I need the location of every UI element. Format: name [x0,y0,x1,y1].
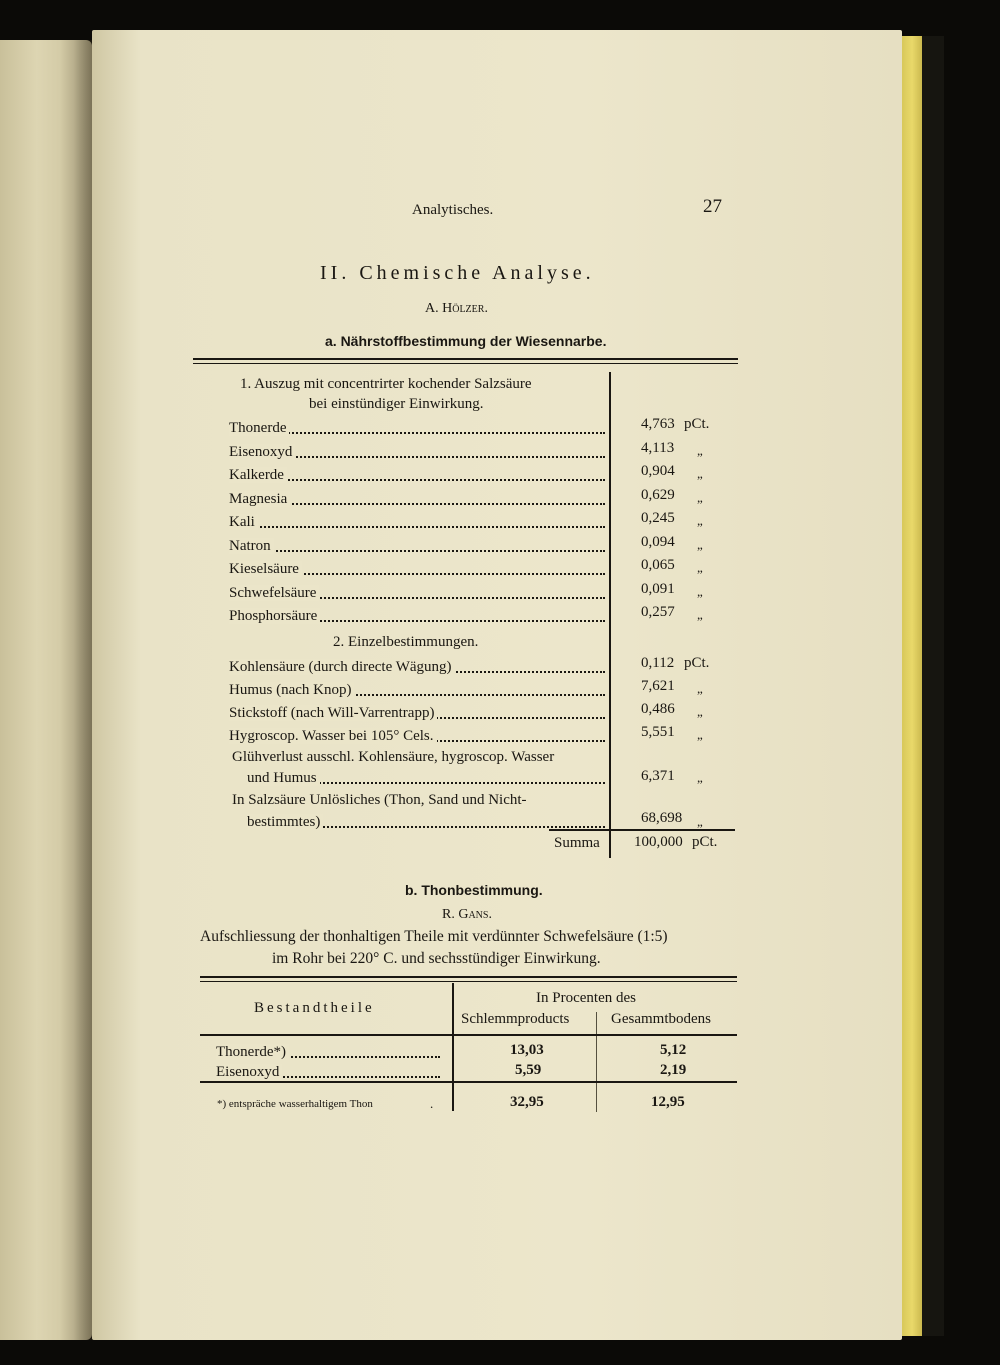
table-row [229,489,609,509]
table-row [229,657,609,677]
table-top-rule-thin [193,363,738,364]
col-bestandtheile: Bestandtheile [254,1000,375,1016]
row-label: Kali [229,514,258,530]
table-row [229,726,609,746]
table-row [229,703,609,723]
row-schlemm-value: 13,03 [510,1042,544,1058]
leader-dots [229,550,605,552]
row-unit: „ [697,583,703,599]
page-edges [902,36,922,1336]
part2-heading: 2. Einzelbestimmungen. [333,634,479,650]
gluehverlust-value: 6,371 [641,768,675,784]
row-unit: „ [697,704,703,719]
summa-rule [549,829,735,831]
gluehverlust-label: Glühverlust ausschl. Kohlensäure, hygroscop. Wasser [232,749,555,765]
row-value: 0,904 [641,463,675,479]
row-label: Schwefelsäure [229,585,319,601]
row-label: Thonerde [229,420,289,436]
table-row [229,442,609,462]
row-unit: pCt. [684,655,710,671]
table-row [229,536,609,556]
table-column-divider [609,372,611,858]
gluehverlust-row [247,768,609,788]
summa-label: Summa [554,835,600,851]
row-unit: „ [697,681,703,696]
table-row [229,606,609,626]
table-top-rule [193,358,738,360]
row-label: Hygroscop. Wasser bei 105° Cels. [229,728,437,744]
table-row [229,512,609,532]
row-label: Humus (nach Knop) [229,682,354,698]
row-label: Kohlensäure (durch directe Wägung) [229,659,455,675]
row-label: Natron [229,538,274,554]
table2-row [216,1042,446,1062]
row-unit: pCt. [684,416,710,432]
row-gesammt-value: 2,19 [660,1062,687,1078]
unloesliches-label: In Salzsäure Unlösliches (Thon, Sand und Nicht- [232,792,527,808]
row-unit: „ [697,513,703,528]
part1-heading-cont: bei einstündiger Einwirkung. [309,396,484,412]
row-gesammt-value: 5,12 [660,1042,687,1058]
footnote-leader: . [430,1096,434,1111]
row-value: 4,113 [641,439,675,456]
running-title: Analytisches. [412,202,494,218]
row-value: 0,486 [641,701,675,717]
section-b-heading: b. Thonbestimmung. [405,882,543,898]
row-label: Kalkerde [229,467,287,483]
row-label: Magnesia [229,491,290,507]
author-a: A. Hölzer. [425,301,488,316]
unloesliches-value: 68,698 [641,810,683,826]
table-row [229,418,609,438]
row-value: 0,091 [641,580,675,597]
row-unit: „ [697,536,703,552]
leader-dots [229,526,605,528]
table-row [229,559,609,579]
chapter-title: II. Chemische Analyse. [320,262,595,284]
row-value: 7,621 [641,678,675,694]
row-value: 0,257 [641,604,675,620]
table2-row [216,1062,446,1082]
unloesliches-unit: „ [697,814,703,829]
table-row [229,680,609,700]
row-label: Stickstoff (nach Will-Varrentrapp) [229,705,437,721]
book-gutter [60,40,92,1340]
footnote: *) entspräche wasserhaltigem Thon [217,1098,373,1110]
gluehverlust-label-cont: und Humus [247,770,320,786]
summa-value: 100,000 [634,834,683,850]
row-value: 5,551 [641,724,675,740]
table2-top-rule-thin [200,981,737,982]
row-unit: „ [697,607,703,622]
row-label: Thonerde*) [216,1044,289,1060]
row-label: Eisenoxyd [216,1064,282,1080]
col-schlemmproducts: Schlemmproducts [461,1011,570,1027]
table-row [229,465,609,485]
row-value: 4,763 [641,416,675,432]
row-unit: „ [697,466,703,481]
row-value: 0,094 [641,533,675,550]
col-group-heading: In Procenten des [536,990,636,1006]
row-unit: „ [697,442,703,458]
description: Aufschliessung der thonhaltigen Theile mit verdünnter Schwefelsäure (1:5) [200,928,668,945]
table2-subcolumn-divider [596,1012,597,1112]
row-value: 0,065 [641,557,675,573]
col-gesammtbodens: Gesammtbodens [611,1011,711,1027]
author-b: R. Gans. [442,907,492,922]
row-value: 0,629 [641,486,675,503]
row-unit: „ [697,560,703,575]
table-row [229,583,609,603]
row-schlemm-value: 5,59 [515,1062,542,1078]
row-label: Kieselsäure [229,561,302,577]
section-a-heading: a. Nährstoffbestimmung der Wiesennarbe. [325,333,607,349]
table2-header-rule [200,1034,737,1036]
row-unit: „ [697,489,703,505]
total-schlemm: 32,95 [510,1094,544,1110]
row-label: Eisenoxyd [229,444,295,460]
gluehverlust-unit: „ [697,770,703,785]
row-value: 0,112 [641,655,675,671]
row-label: Phosphorsäure [229,608,320,624]
total-gesammt: 12,95 [651,1094,685,1110]
page-number: 27 [703,196,722,217]
summa-unit: pCt. [692,834,718,850]
table2-top-rule [200,976,737,978]
row-unit: „ [697,727,703,742]
description-cont: im Rohr bei 220° C. und sechsstündiger Einwirkung. [272,950,601,967]
row-value: 0,245 [641,510,675,526]
unloesliches-label-cont: bestimmtes) [247,814,323,830]
book-cover [922,36,944,1336]
part1-heading: 1. Auszug mit concentrirter kochender Salzsäure [240,376,532,392]
table2-column-divider [452,983,454,1111]
